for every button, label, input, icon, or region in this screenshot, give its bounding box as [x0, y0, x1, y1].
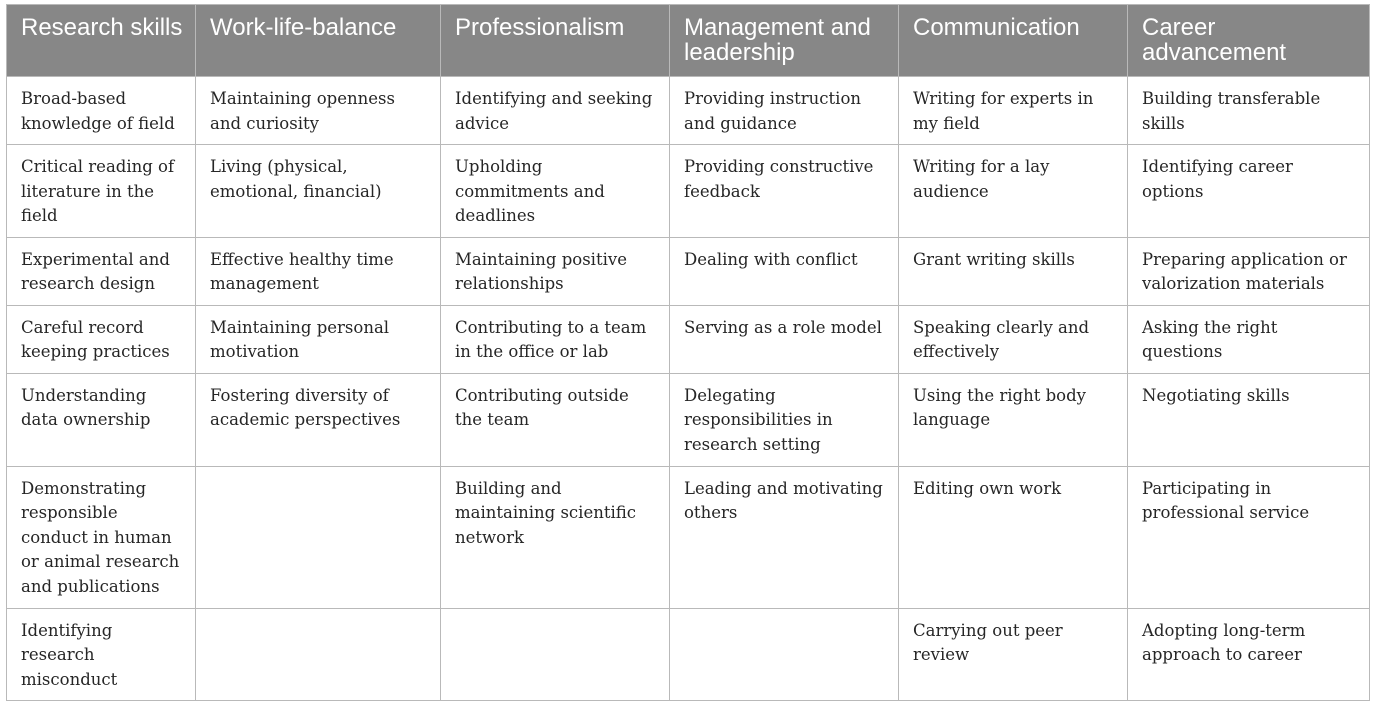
table-cell: Delegating responsibilities in research setting	[670, 373, 899, 466]
header-management-leadership: Management and leadership	[670, 5, 899, 77]
header-professionalism: Professionalism	[441, 5, 670, 77]
table-cell: Dealing with conflict	[670, 237, 899, 305]
table-cell: Serving as a role model	[670, 305, 899, 373]
header-career-advancement: Career advancement	[1128, 5, 1370, 77]
table-cell: Providing instruction and guidance	[670, 77, 899, 145]
table-cell: Upholding commitments and deadlines	[441, 145, 670, 238]
table-cell: Preparing application or valorization materials	[1128, 237, 1370, 305]
table-cell: Writing for experts in my field	[899, 77, 1128, 145]
table-cell	[670, 608, 899, 701]
table-row	[7, 305, 1370, 373]
table-cell: Identifying research misconduct	[7, 608, 196, 701]
table-cell	[196, 466, 441, 608]
header-communication: Communication	[899, 5, 1128, 77]
table-cell: Critical reading of literature in the field	[7, 145, 196, 238]
table-cell: Building and maintaining scientific network	[441, 466, 670, 608]
table-cell: Leading and motivating others	[670, 466, 899, 608]
table-cell: Carrying out peer review	[899, 608, 1128, 701]
table-row	[7, 373, 1370, 466]
table-cell: Adopting long-term approach to career	[1128, 608, 1370, 701]
header-research-skills: Research skills	[7, 5, 196, 77]
table-cell: Contributing outside the team	[441, 373, 670, 466]
table-cell: Building transferable skills	[1128, 77, 1370, 145]
table-row	[7, 77, 1370, 145]
table-cell: Effective healthy time management	[196, 237, 441, 305]
table-cell: Asking the right questions	[1128, 305, 1370, 373]
table-cell: Identifying and seeking advice	[441, 77, 670, 145]
table-cell: Speaking clearly and effectively	[899, 305, 1128, 373]
table-row	[7, 608, 1370, 701]
table-cell: Understanding data ownership	[7, 373, 196, 466]
table-cell: Editing own work	[899, 466, 1128, 608]
table-cell: Maintaining personal motivation	[196, 305, 441, 373]
table-cell: Contributing to a team in the office or lab	[441, 305, 670, 373]
header-row	[7, 5, 1370, 77]
header-work-life-balance: Work-life-balance	[196, 5, 441, 77]
table-cell: Maintaining positive relationships	[441, 237, 670, 305]
table-cell: Participating in professional service	[1128, 466, 1370, 608]
table-cell: Experimental and research design	[7, 237, 196, 305]
skills-table-container	[6, 4, 1370, 701]
skills-table	[6, 4, 1370, 701]
table-cell: Negotiating skills	[1128, 373, 1370, 466]
table-cell: Using the right body language	[899, 373, 1128, 466]
table-cell: Fostering diversity of academic perspectives	[196, 373, 441, 466]
table-cell: Living (physical, emotional, financial)	[196, 145, 441, 238]
table-cell: Providing constructive feedback	[670, 145, 899, 238]
table-cell	[441, 608, 670, 701]
table-cell: Identifying career options	[1128, 145, 1370, 238]
table-row	[7, 237, 1370, 305]
table-cell: Maintaining openness and curiosity	[196, 77, 441, 145]
table-row	[7, 145, 1370, 238]
table-row	[7, 466, 1370, 608]
table-cell: Broad-based knowledge of field	[7, 77, 196, 145]
table-cell: Writing for a lay audience	[899, 145, 1128, 238]
table-cell: Demonstrating responsible conduct in human or animal research and publications	[7, 466, 196, 608]
table-cell: Careful record keeping practices	[7, 305, 196, 373]
table-cell: Grant writing skills	[899, 237, 1128, 305]
table-cell	[196, 608, 441, 701]
